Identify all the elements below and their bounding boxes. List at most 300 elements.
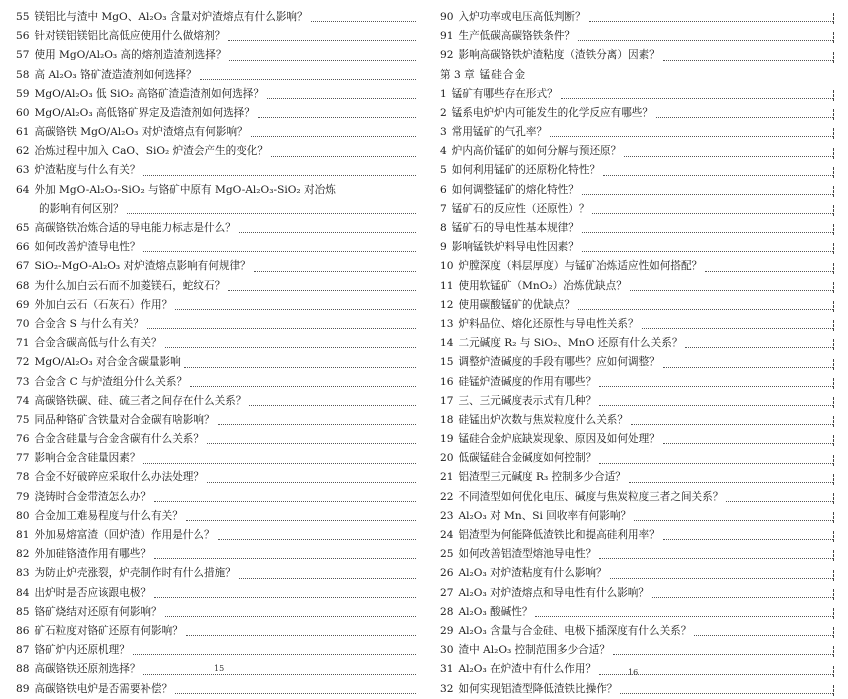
dot-leader: [610, 578, 833, 579]
entry-number: 64: [16, 183, 30, 196]
right-edge-mark: [833, 243, 834, 254]
entry-title: 生产低碳高碳铬铁条件？: [458, 30, 576, 43]
entry-title: MgO/Al₂O₃ 低 SiO₂ 高铬矿渣造渣剂如何选择？: [34, 87, 264, 100]
toc-entry: [16, 66, 416, 85]
entry-number: 20: [440, 452, 454, 465]
entry-number: 88: [16, 663, 30, 676]
entry-number: 7: [440, 202, 447, 215]
page-number: 15: [214, 664, 225, 673]
entry-title: 如何利用锰矿的还原粉化特性？: [451, 164, 601, 177]
dot-leader: [582, 251, 833, 252]
toc-entry: [440, 392, 834, 411]
entry-number: 2: [440, 106, 447, 119]
entry-number: 78: [16, 471, 30, 484]
toc-entry: [440, 200, 834, 219]
toc-entry: [440, 181, 834, 200]
toc-entry: [16, 85, 416, 104]
entry-number: 第 3 章: [440, 68, 475, 81]
right-edge-mark: [833, 455, 834, 466]
entry-number: 26: [440, 567, 454, 580]
toc-entry: [16, 8, 416, 27]
entry-number: 67: [16, 260, 30, 273]
dot-leader: [631, 424, 833, 425]
right-edge-mark: [833, 570, 834, 581]
toc-list: [440, 8, 834, 699]
page-number: 16: [628, 668, 639, 677]
toc-entry: [16, 27, 416, 46]
right-edge-mark: [833, 13, 834, 24]
right-edge-mark: [833, 263, 834, 274]
entry-number: 69: [16, 298, 30, 311]
entry-title: 高碳铬铁碳、硅、硫三者之间存在什么关系？: [34, 394, 247, 407]
right-edge-mark: [833, 474, 834, 485]
entry-title: 影响锰铁炉料导电性因素？: [451, 241, 579, 254]
entry-title: 合金含 S 与什么有关？: [34, 317, 144, 330]
entry-title: 外加硅铬渣作用有哪些？: [34, 548, 152, 561]
right-edge-mark: [833, 378, 834, 389]
right-edge-mark: [833, 205, 834, 216]
toc-entry: [16, 315, 416, 334]
entry-title: 外加白云石（石灰石）作用？: [34, 298, 173, 311]
right-edge-mark: [833, 608, 834, 619]
entry-number: 11: [440, 279, 454, 292]
dot-leader: [143, 463, 416, 464]
entry-title: 合金含 C 与炉渣组分什么关系？: [34, 375, 188, 388]
dot-leader: [200, 79, 416, 80]
entry-title: 影响高碳铬铁炉渣粘度（渣铁分离）因素？: [458, 49, 660, 62]
dot-leader: [726, 501, 833, 502]
entry-title: 炉渣粘度与什么有关？: [34, 164, 141, 177]
dot-leader: [685, 347, 833, 348]
entry-title: 使用碳酸锰矿的优缺点？: [458, 298, 576, 311]
dot-leader: [239, 578, 416, 579]
entry-title: 针对镁铝镁铝比高低应使用什么做熔剂？: [34, 30, 226, 43]
entry-title: 三、三元碱度表示式有几种？: [458, 394, 597, 407]
toc-entry: [16, 142, 416, 161]
right-edge-mark: [833, 646, 834, 657]
right-edge-mark: [833, 32, 834, 43]
toc-entry: [440, 296, 834, 315]
right-edge-mark: [833, 435, 834, 446]
entry-number: 23: [440, 509, 454, 522]
dot-leader: [561, 98, 833, 99]
toc-entry: [440, 85, 834, 104]
toc-entry: [16, 296, 416, 315]
entry-number: 13: [440, 317, 454, 330]
toc-list: [16, 8, 416, 699]
dot-leader: [599, 405, 833, 406]
dot-leader: [218, 424, 416, 425]
toc-entry: [16, 564, 416, 583]
left-page: [0, 0, 424, 698]
dot-leader: [267, 98, 416, 99]
right-edge-mark: [833, 109, 834, 120]
toc-entry: [16, 373, 416, 392]
dot-leader: [624, 156, 833, 157]
right-page: [424, 0, 848, 698]
right-edge-mark: [833, 512, 834, 523]
toc-entry: [440, 373, 834, 392]
entry-title: 高 Al₂O₃ 铬矿渣造渣剂如何选择？: [34, 68, 197, 81]
entry-number: 4: [440, 145, 447, 158]
entry-number: 8: [440, 222, 447, 235]
entry-number: 10: [440, 260, 454, 273]
dot-leader: [239, 232, 416, 233]
entry-number: 87: [16, 644, 30, 657]
entry-title: 调整炉渣碱度的手段有哪些？应如何调整？: [458, 356, 660, 369]
toc-entry: [16, 353, 416, 372]
dot-leader: [218, 539, 416, 540]
entry-number: 3: [440, 126, 447, 139]
dot-leader: [271, 156, 416, 157]
entry-number: 76: [16, 433, 30, 446]
dot-leader: [186, 520, 416, 521]
right-edge-mark: [833, 167, 834, 178]
entry-number: 60: [16, 106, 30, 119]
toc-entry: [16, 603, 416, 622]
toc-entry: [16, 238, 416, 257]
dot-leader: [143, 175, 416, 176]
toc-entry: [16, 46, 416, 65]
right-edge-mark: [833, 282, 834, 293]
entry-number: 17: [440, 394, 454, 407]
dot-leader: [190, 386, 416, 387]
entry-number: 91: [440, 30, 454, 43]
entry-title: 铝渣型三元碱度 R₃ 控制多少合适？: [458, 471, 626, 484]
right-edge-mark: [833, 128, 834, 139]
dot-leader: [582, 194, 833, 195]
dot-leader: [694, 635, 833, 636]
toc-entry: [440, 488, 834, 507]
entry-title: 铬矿炉内还原机理？: [34, 644, 130, 657]
toc-entry: [16, 507, 416, 526]
toc-entry: [16, 181, 416, 200]
toc-entry: [16, 526, 416, 545]
entry-title: 锰矿石的导电性基本规律？: [451, 222, 579, 235]
dot-leader: [207, 443, 416, 444]
dot-leader: [207, 482, 416, 483]
entry-title: 高碳铬铁 MgO/Al₂O₃ 对炉渣熔点有何影响？: [34, 126, 248, 139]
toc-entry: [16, 334, 416, 353]
dot-leader: [663, 60, 833, 61]
dot-leader: [147, 328, 416, 329]
dot-leader: [603, 175, 833, 176]
entry-number: 66: [16, 241, 30, 254]
dot-leader: [630, 290, 833, 291]
entry-number: 79: [16, 490, 30, 503]
toc-entry: [440, 603, 834, 622]
entry-title: 外加易熔富渣（回炉渣）作用是什么？: [34, 529, 215, 542]
entry-title: 炉料品位、熔化还原性与导电性关系？: [458, 317, 639, 330]
entry-number: 56: [16, 30, 30, 43]
toc-entry: [16, 488, 416, 507]
dot-leader: [228, 290, 416, 291]
entry-number: 61: [16, 126, 30, 139]
entry-title: 合金含碳高低与什么有关？: [34, 337, 162, 350]
entry-number: 59: [16, 87, 30, 100]
toc-entry: [440, 27, 834, 46]
entry-number: 25: [440, 548, 454, 561]
entry-title: 浇铸时合金带渣怎么办？: [34, 490, 152, 503]
toc-entry: [440, 526, 834, 545]
entry-number: 65: [16, 222, 30, 235]
entry-title: 炉膛深度（料层厚度）与锰矿冶炼适应性如何搭配？: [458, 260, 703, 273]
entry-title: 镁铝比与渣中 MgO、Al₂O₃ 含量对炉渣熔点有什么影响？: [34, 10, 308, 23]
dot-leader: [578, 40, 833, 41]
dot-leader: [154, 558, 416, 559]
right-edge-mark: [833, 550, 834, 561]
entry-title: 如何改善炉渣导电性？: [34, 241, 141, 254]
dot-leader: [578, 309, 833, 310]
right-edge-mark: [833, 320, 834, 331]
dot-leader: [599, 386, 833, 387]
toc-entry: [16, 200, 416, 219]
entry-title: Al₂O₃ 酸碱性？: [458, 605, 533, 618]
toc-entry: [16, 277, 416, 296]
entry-number: 62: [16, 145, 30, 158]
dot-leader: [186, 635, 416, 636]
entry-number: 86: [16, 624, 30, 637]
entry-title: 外加 MgO-Al₂O₃-SiO₂ 与铬矿中原有 MgO-Al₂O₃-SiO₂ 对冶炼: [34, 183, 336, 196]
entry-title: 锰矿有哪些存在形式？: [451, 87, 558, 100]
dot-leader: [629, 482, 833, 483]
right-edge-mark: [833, 493, 834, 504]
dot-leader: [634, 520, 833, 521]
entry-title: 硅锰出炉次数与焦炭粒度什么关系？: [458, 413, 628, 426]
toc-entry: [440, 123, 834, 142]
dot-leader: [154, 597, 416, 598]
toc-entry: [440, 353, 834, 372]
dot-leader: [311, 21, 416, 22]
entry-title: 铬矿烧结对还原有何影响？: [34, 605, 162, 618]
entry-title: 矿石粒度对铬矿还原有何影响？: [34, 624, 183, 637]
dot-leader: [656, 117, 833, 118]
toc-entry: [440, 545, 834, 564]
entry-number: 84: [16, 586, 30, 599]
entry-title: 不同渣型如何优化电压、碱度与焦炭粒度三者之间关系？: [458, 490, 724, 503]
entry-title: Al₂O₃ 在炉渣中有什么作用？: [458, 663, 597, 676]
entry-number: 12: [440, 298, 454, 311]
entry-number: 89: [16, 682, 30, 695]
dot-leader: [550, 136, 833, 137]
entry-title: 为防止炉壳涨裂，炉壳制作时有什么措施？: [34, 567, 236, 580]
toc-entry: [440, 680, 834, 699]
toc-entry: [440, 104, 834, 123]
toc-entry: [440, 469, 834, 488]
dot-leader: [228, 40, 416, 41]
dot-leader: [705, 271, 833, 272]
dot-leader: [589, 21, 833, 22]
entry-number: 90: [440, 10, 454, 23]
entry-title: Al₂O₃ 对炉渣粘度有什么影响？: [458, 567, 607, 580]
entry-number: 28: [440, 605, 454, 618]
dot-leader: [175, 309, 416, 310]
entry-title: 锰系电炉炉内可能发生的化学反应有哪些？: [451, 106, 654, 119]
right-edge-mark: [833, 589, 834, 600]
entry-title: 锰硅合金炉底缺炭现象、原因及如何处理？: [458, 433, 660, 446]
toc-entry: [16, 469, 416, 488]
dot-leader: [663, 443, 833, 444]
entry-title: 合金不好破碎应采取什么办法处理？: [34, 471, 204, 484]
toc-entry: [440, 8, 834, 27]
toc-entry: [16, 219, 416, 238]
dot-leader: [599, 463, 833, 464]
entry-number: 70: [16, 317, 30, 330]
entry-number: 29: [440, 624, 454, 637]
dot-leader: [165, 347, 416, 348]
toc-entry: [16, 411, 416, 430]
entry-number: 9: [440, 241, 447, 254]
entry-number: 14: [440, 337, 454, 350]
right-edge-mark: [833, 339, 834, 350]
dot-leader: [229, 60, 416, 61]
dot-leader: [143, 674, 416, 675]
entry-title: 冶炼过程中加入 CaO、SiO₂ 炉渣会产生的变化？: [34, 145, 268, 158]
entry-title: MgO/Al₂O₃ 对合金含碳量影响: [34, 356, 181, 369]
toc-entry: [440, 430, 834, 449]
dot-leader: [663, 367, 833, 368]
entry-number: 85: [16, 605, 30, 618]
entry-title: 出炉时是否应该跟电极？: [34, 586, 152, 599]
toc-entry: [16, 622, 416, 641]
toc-entry: [440, 564, 834, 583]
entry-title: 的影响有何区别？: [39, 202, 124, 215]
toc-entry: [16, 584, 416, 603]
toc-entry: [440, 46, 834, 65]
dot-leader: [254, 271, 416, 272]
entry-number: 16: [440, 375, 454, 388]
entry-title: Al₂O₃ 对炉渣熔点和导电性有什么影响？: [458, 586, 649, 599]
entry-title: 高碳铬铁还原剂选择？: [34, 663, 141, 676]
dot-leader: [652, 597, 833, 598]
entry-number: 22: [440, 490, 454, 503]
right-edge-mark: [833, 627, 834, 638]
toc-entry: [440, 584, 834, 603]
dot-leader: [154, 501, 416, 502]
toc-entry: [440, 219, 834, 238]
entry-title: 同品种铬矿含铁量对合金碳有啥影响？: [34, 413, 215, 426]
toc-entry: [440, 449, 834, 468]
right-edge-mark: [833, 397, 834, 408]
right-edge-mark: [833, 666, 834, 677]
entry-number: 32: [440, 682, 454, 695]
dot-leader: [175, 693, 416, 694]
dot-leader: [184, 367, 416, 368]
right-edge-mark: [833, 148, 834, 159]
entry-title: 低碳锰硅合金碱度如何控制？: [458, 452, 597, 465]
toc-entry: [16, 104, 416, 123]
dot-leader: [251, 136, 416, 137]
entry-title: 合金加工难易程度与什么有关？: [34, 509, 183, 522]
entry-number: 68: [16, 279, 30, 292]
entry-title: 锰矿石的反应性（还原性）？: [451, 202, 590, 215]
entry-number: 5: [440, 164, 447, 177]
dot-leader: [582, 232, 833, 233]
toc-entry: [440, 257, 834, 276]
entry-title: MgO/Al₂O₃ 高低铬矿界定及造渣剂如何选择？: [34, 106, 255, 119]
entry-title: 如何改善铝渣型熔池导电性？: [458, 548, 597, 561]
entry-number: 6: [440, 183, 447, 196]
toc-entry: [440, 277, 834, 296]
dot-leader: [663, 539, 833, 540]
entry-title: 影响合金含硅量因素？: [34, 452, 141, 465]
entry-number: 1: [440, 87, 447, 100]
entry-number: 18: [440, 413, 454, 426]
toc-entry: [16, 545, 416, 564]
entry-number: 71: [16, 337, 30, 350]
right-edge-mark: [833, 52, 834, 63]
entry-number: 21: [440, 471, 454, 484]
toc-entry: [440, 334, 834, 353]
toc-entry: [440, 238, 834, 257]
entry-number: 24: [440, 529, 454, 542]
right-edge-mark: [833, 359, 834, 370]
dot-leader: [258, 117, 416, 118]
right-edge-mark: [833, 224, 834, 235]
entry-number: 73: [16, 375, 30, 388]
entry-title: 炉内高价锰矿的如何分解与预还原？: [451, 145, 622, 158]
entry-title: 高碳铬铁冶炼合适的导电能力标志是什么？: [34, 222, 236, 235]
entry-number: 30: [440, 644, 454, 657]
dot-leader: [249, 405, 416, 406]
entry-title: Al₂O₃ 含量与合金硅、电极下插深度有什么关系？: [458, 624, 692, 637]
entry-number: 77: [16, 452, 30, 465]
toc-entry: [440, 411, 834, 430]
toc-entry: [16, 392, 416, 411]
dot-leader: [535, 616, 833, 617]
entry-title: 二元碱度 R₂ 与 SiO₂、MnO 还原有什么关系？: [458, 337, 683, 350]
toc-entry: [16, 449, 416, 468]
right-edge-mark: [833, 186, 834, 197]
entry-number: 31: [440, 663, 454, 676]
right-edge-mark: [833, 416, 834, 427]
right-edge-mark: [833, 685, 834, 696]
entry-number: 82: [16, 548, 30, 561]
toc-entry: [440, 162, 834, 181]
entry-number: 55: [16, 10, 30, 23]
dot-leader: [143, 251, 416, 252]
entry-title: 渣中 Al₂O₃ 控制范围多少合适？: [458, 644, 610, 657]
entry-title: 入炉功率或电压高低判断？: [458, 10, 586, 23]
entry-title: 铝渣型为何能降低渣铁比和提高硅利用率？: [458, 529, 660, 542]
entry-number: 63: [16, 164, 30, 177]
entry-title: 如何实现铝渣型降低渣铁比操作？: [458, 682, 618, 695]
toc-entry: [440, 622, 834, 641]
dot-leader: [165, 616, 416, 617]
entry-title: 常用锰矿的气孔率？: [451, 126, 548, 139]
entry-number: 15: [440, 356, 454, 369]
entry-number: 83: [16, 567, 30, 580]
entry-number: 58: [16, 68, 30, 81]
entry-title: 使用软锰矿（MnO₂）冶炼优缺点？: [458, 279, 627, 292]
toc-entry: [440, 507, 834, 526]
right-edge-mark: [833, 531, 834, 542]
entry-number: 81: [16, 529, 30, 542]
entry-title: 如何调整锰矿的熔化特性？: [451, 183, 579, 196]
entry-title: 为什么加白云石而不加菱镁石，蛇纹石？: [34, 279, 226, 292]
dot-leader: [620, 693, 833, 694]
entry-number: 75: [16, 413, 30, 426]
dot-leader: [592, 213, 833, 214]
entry-title: SiO₂-MgO-Al₂O₃ 对炉渣熔点影响有何规律？: [34, 260, 251, 273]
entry-number: 19: [440, 433, 454, 446]
toc-entry: [16, 680, 416, 699]
dot-leader: [642, 328, 833, 329]
dot-leader: [613, 654, 833, 655]
chapter-heading: [440, 66, 834, 85]
entry-number: 72: [16, 356, 30, 369]
entry-number: 92: [440, 49, 454, 62]
